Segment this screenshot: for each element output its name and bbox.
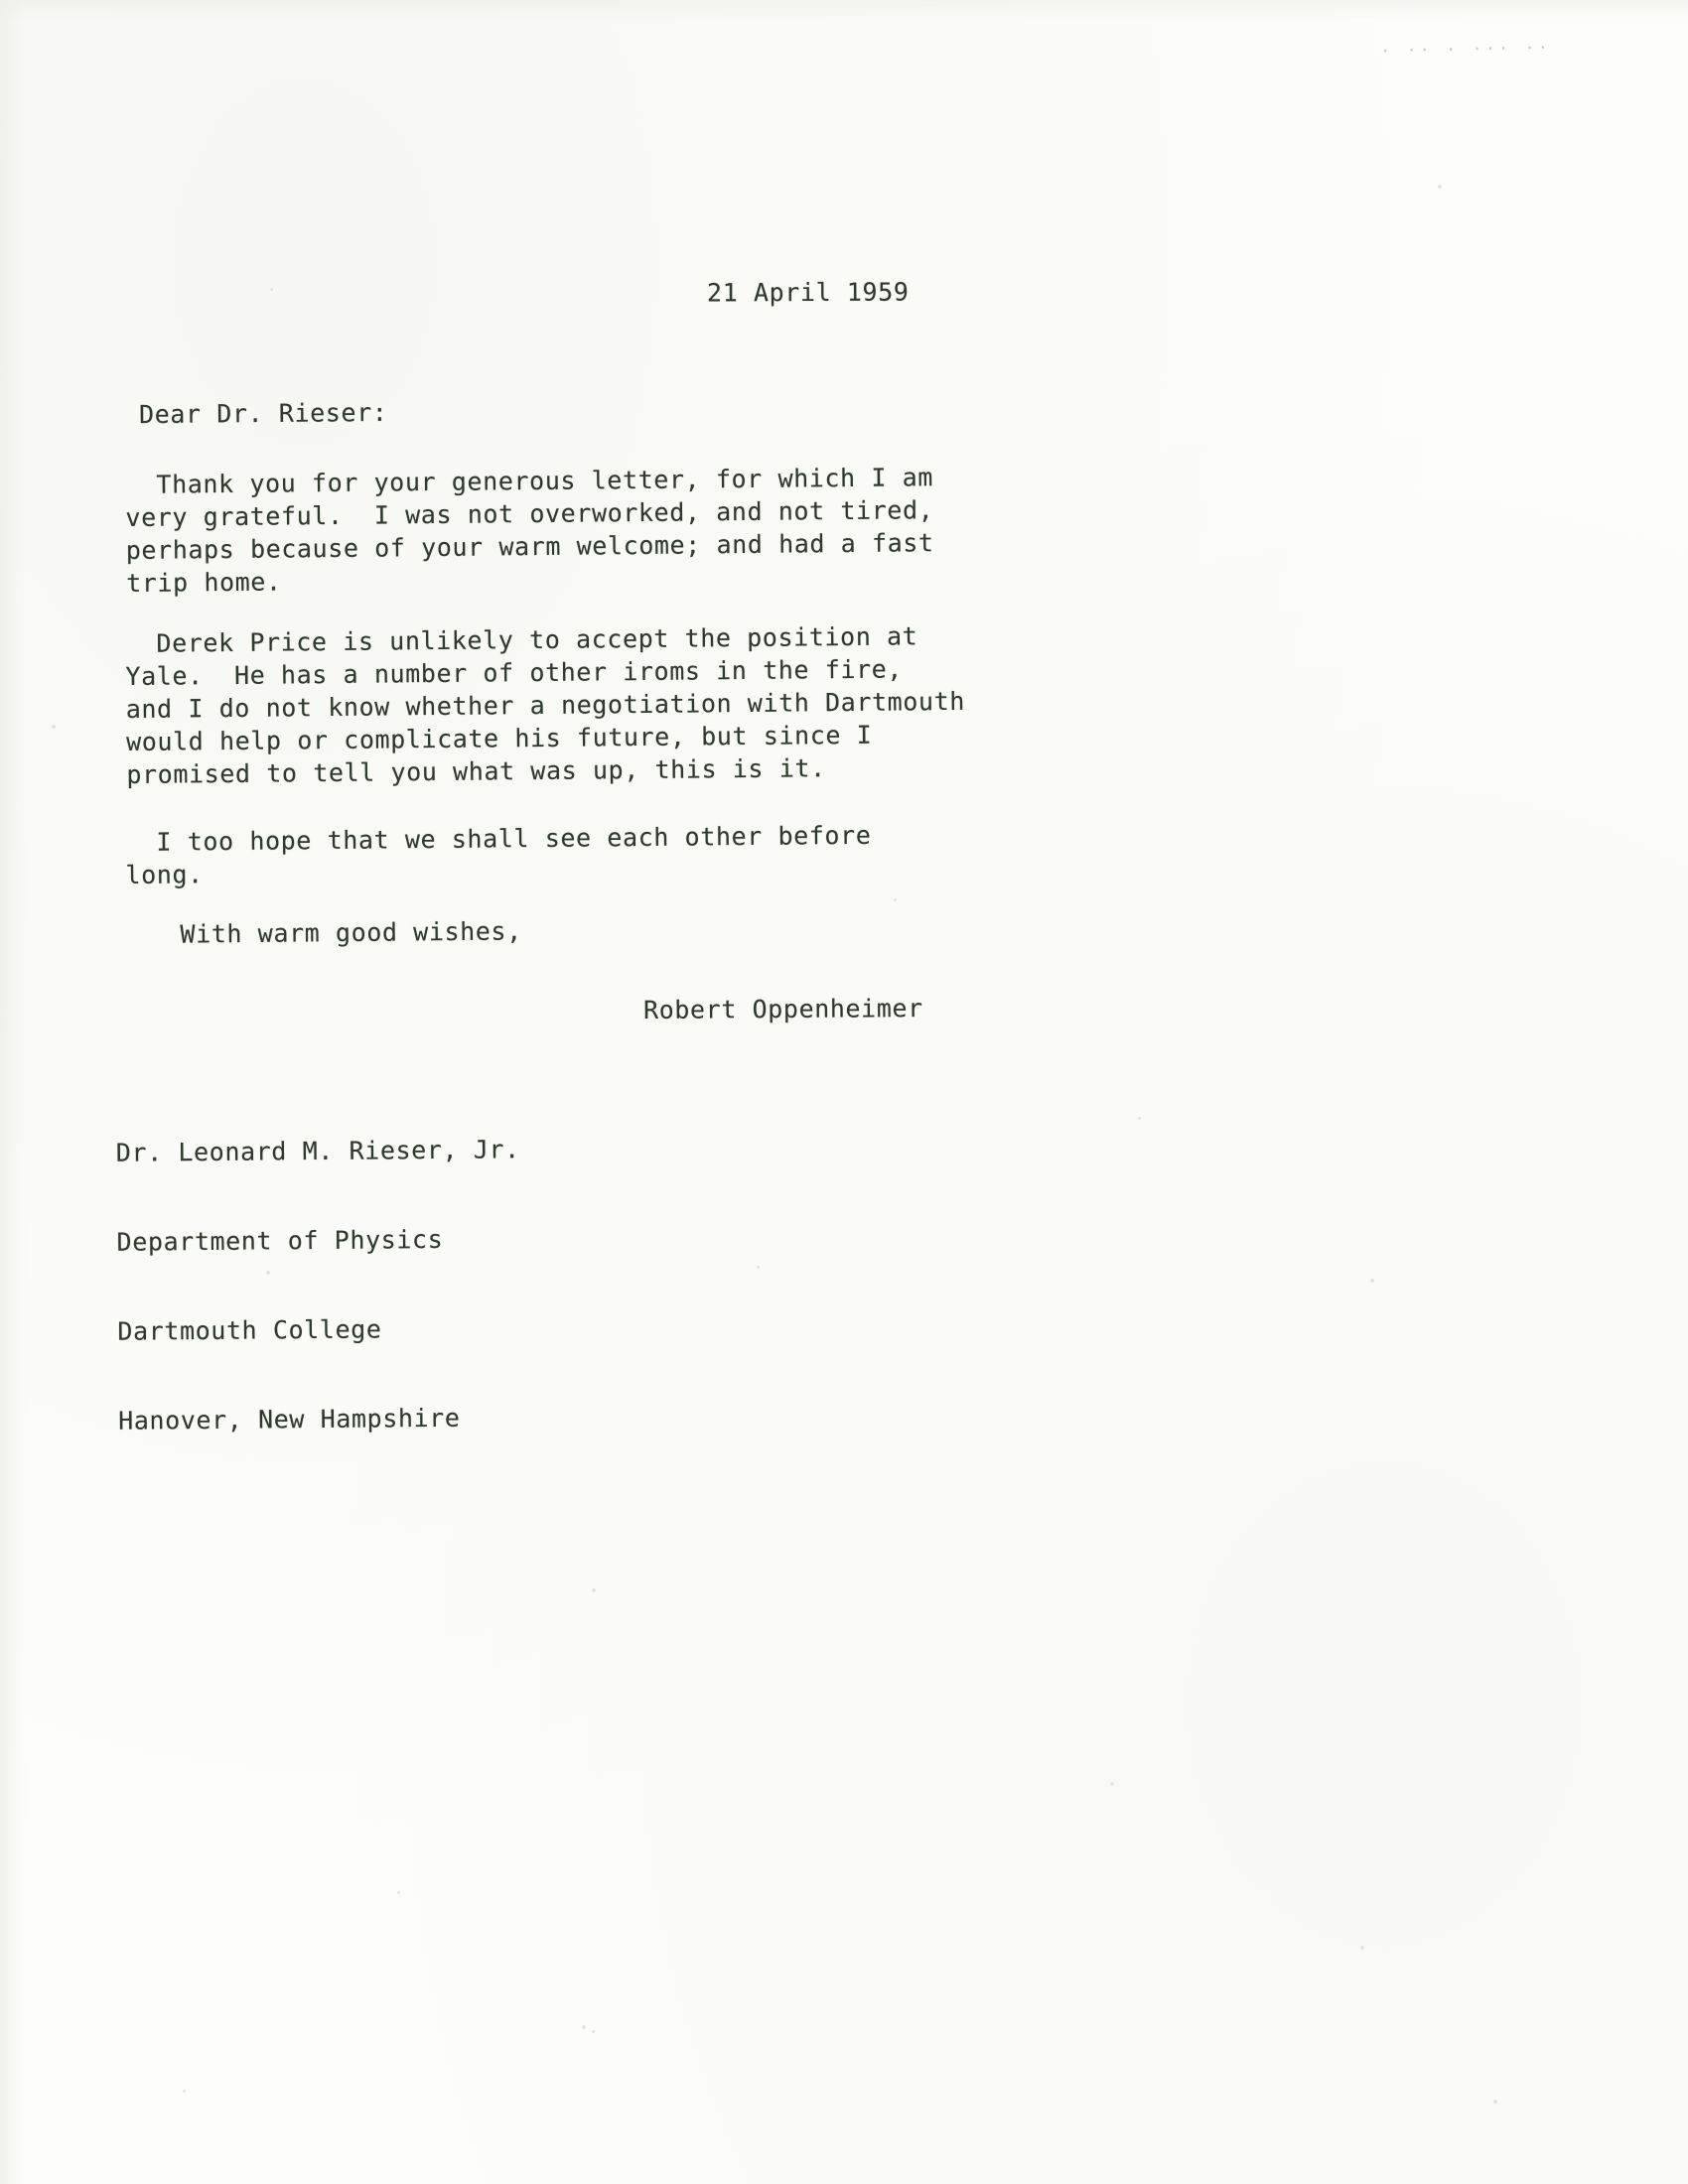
- letter-closing: With warm good wishes,: [149, 916, 522, 949]
- letter-paragraph-2: Derek Price is unlikely to accept the position at Yale. He has a number of other iroms in the fire, and I do not know whether a negotiation with Dartmouth would help or complicate his future, but since I promised to tell you what was up, this is it.: [125, 621, 966, 789]
- letter-date: 21 April 1959: [706, 277, 910, 308]
- letter-paragraph-3: I too hope that we shall see each other before long.: [125, 820, 872, 889]
- address-line: Dartmouth College: [117, 1314, 382, 1346]
- letter-signature: Robert Oppenheimer: [642, 994, 923, 1024]
- recipient-address-block: [115, 1075, 523, 1496]
- corner-smudge-mark: · ·· · ··· ··: [1379, 38, 1552, 62]
- address-line: Dr. Leonard M. Rieser, Jr.: [115, 1135, 520, 1167]
- letter-paragraph-1: Thank you for your generous letter, for which I am very grateful. I was not overworked, and not tired, perhaps because of your warm welcome; and had a fast trip home.: [125, 463, 934, 598]
- address-line: Hanover, New Hampshire: [118, 1403, 461, 1435]
- address-line: Department of Physics: [116, 1224, 444, 1257]
- letter-salutation: Dear Dr. Rieser:: [138, 397, 388, 430]
